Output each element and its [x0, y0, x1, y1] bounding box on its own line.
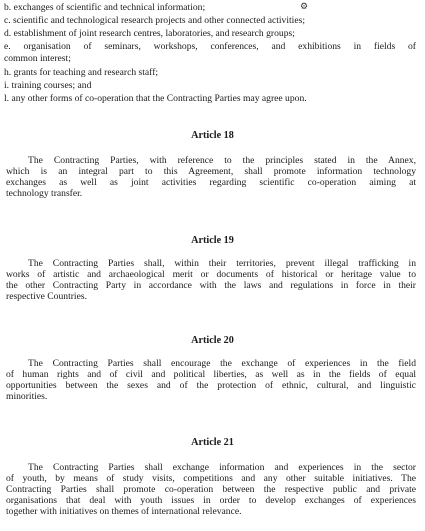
article-21-line: together with initiatives on themes of international relevance.	[6, 506, 242, 517]
article-19-line: works of artistic and archaeological merit or documents of historical or heritage value to	[6, 269, 416, 280]
article-21-line: organisations that deal with youth issues in order to develop exchanges of experiences	[6, 495, 416, 506]
article-19-line: The Contracting Parties shall, within their territories, prevent illegal trafficking in	[28, 258, 416, 269]
article-18-body	[6, 155, 416, 199]
article-20-heading: Article 20	[191, 335, 234, 346]
article-20-line: opportunities between the sexes and of the protection of ethnic, cultural, and linguistic	[6, 380, 416, 391]
list-item-l: l. any other forms of co-operation that the Contracting Parties may agree upon.	[4, 93, 307, 104]
article-19-heading: Article 19	[191, 235, 234, 246]
article-21-body	[6, 462, 416, 517]
article-21-line: Contracting Parties shall promote co-operation between the respective public and private	[6, 484, 416, 495]
article-18-line: The Contracting Parties, with reference to the principles stated in the Annex,	[28, 155, 416, 166]
article-20-line: The Contracting Parties shall encourage the exchange of experiences in the field	[28, 358, 416, 369]
list-item-c: c. scientific and technological research projects and other connected activities;	[4, 15, 306, 26]
list-item-d: d. establishment of joint research centres, laboratories, and research groups;	[4, 28, 295, 39]
list-item-e: e. organisation of seminars, workshops, conferences, and exhibitions in fields of	[4, 41, 416, 52]
article-20-line: minorities.	[6, 391, 48, 402]
article-21-line: The Contracting Parties shall exchange information and experiences in the sector	[28, 462, 416, 473]
article-19-line: the other Contracting Party in accordance with the laws and regulations in force in their	[6, 280, 416, 291]
scan-artifact-icon: ⚙	[300, 1, 309, 11]
article-20-line: of human rights and of civil and political liberties, as well as in the fields of equal	[6, 369, 416, 380]
article-18-heading: Article 18	[191, 130, 234, 141]
list-item-b: b. exchanges of scientific and technical information;	[4, 2, 206, 13]
list-item-i: i. training courses; and	[4, 80, 92, 91]
article-20-body	[6, 358, 416, 402]
article-18-line: technology transfer.	[6, 188, 83, 199]
list-item-e-continuation: common interest;	[4, 53, 71, 64]
article-18-line: which is an integral part to this Agreement, shall promote information technology	[6, 166, 416, 177]
article-18-line: exchanges as well as joint activities regarding scientific co-operation aiming at	[6, 177, 416, 188]
article-19-line: respective Countries.	[6, 291, 87, 302]
article-21-heading: Article 21	[191, 437, 234, 448]
article-21-line: of youth, by means of study visits, competitions and any other suitable initiatives. The	[6, 473, 416, 484]
list-item-h: h. grants for teaching and research staff;	[4, 67, 159, 78]
article-19-body	[6, 258, 416, 302]
